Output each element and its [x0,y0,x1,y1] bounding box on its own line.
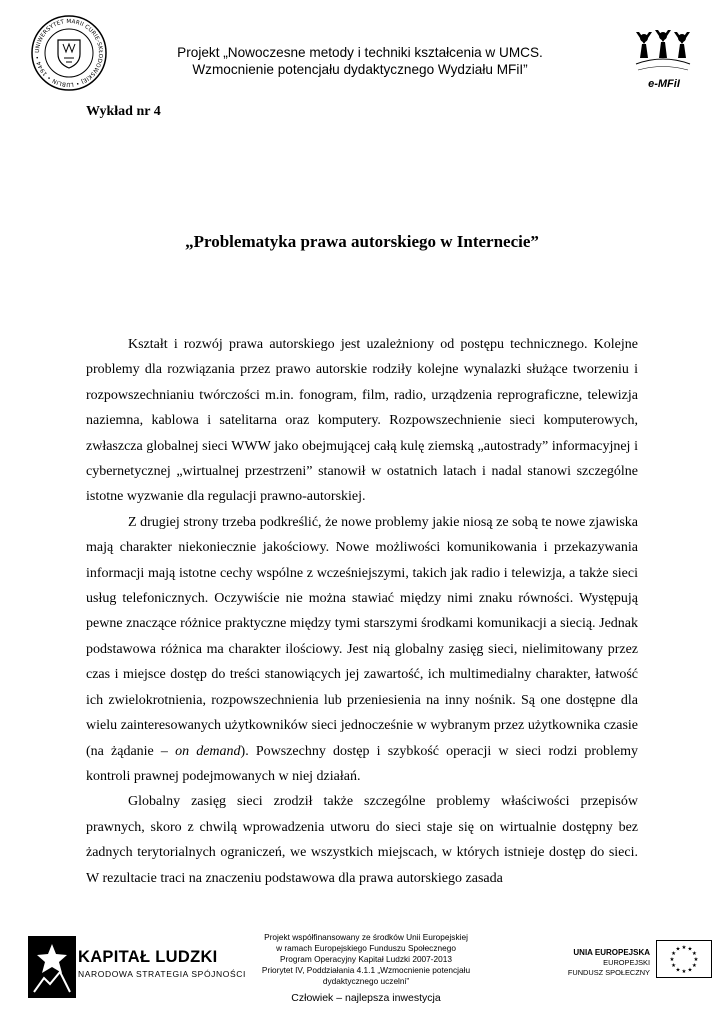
umcs-seal-logo [30,14,108,92]
page-header [0,0,724,100]
project-line-2: Wzmocnienie potencjału dydaktycznego Wydziału MFiI” [192,62,528,77]
paragraph-2-text-a: Z drugiej strony trzeba podkreślić, że nowe problemy jakie niosą ze sobą te nowe zjawiska mają charakter niekoniecznie jakościowy. Nowe możliwości komunikowania i przekazywania informacji mają istotne cechy wspólne z wcześniejszymi, takich jak radio i telewizja, a także sieci usług telefonicznych. Oczywiście nie można stawiać między nimi znaku równości. Występują pewne znaczące różnice praktyczne między tymi starszymi środkami komunikacji a siecią. Jednak podstawowa różnica ma charakter ilościowy. Jest nią globalny zasięg sieci, nielimitowany przez czas i miejsce dostęp do treści stanowiących jej zawartość, ich multimedialny charakter, łatwość ich zwielokrotnienia, rozpowszechnienia lub przeniesienia na inny nośnik. Są one dostępne dla wielu zainteresowanych użytkowników sieci jednocześnie w wybranym przez użytkownika czasie (na żądanie – [86,514,638,759]
svg-text:UNIWERSYTET MARII CURIE-SKŁODO: UNIWERSYTET MARII CURIE-SKŁODOWSKIEJ • LUBLIN • 1944 • [34,18,104,88]
funding-line-3: Program Operacyjny Kapitał Ludzki 2007-2013 [279,954,453,964]
paragraph-3: Globalny zasięg sieci zrodził także szczególne problemy właściwości przepisów prawnych, skoro z chwilą wprowadzenia utworu do sieci staje się on wirtualnie dostępny bez żadnych terytorialnych ograniczeń, we wszystkich miejscach, w których istnieje dostęp do sieci. W rezultacie traci na znaczeniu podstawowa dla prawa autorskiego zasada [86,794,638,886]
funding-line-1: Projekt współfinansowany ze środków Unii Europejskiej [264,932,468,942]
eu-flag-icon [656,940,712,978]
lecture-number: Wykład nr 4 [86,104,161,119]
eu-star-icon: ★ [675,967,681,974]
document-content [86,332,638,891]
kapital-ludzki-subtitle: NARODOWA STRATEGIA SPÓJNOŚCI [78,969,246,979]
page-footer [0,926,724,1024]
eu-star-icon: ★ [693,957,699,963]
eu-star-icon: ★ [681,945,687,951]
kapital-ludzki-title: KAPITAŁ LUDZKI [78,948,218,966]
footer-slogan: Człowiek – najlepsza inwestycja [291,992,441,1004]
paragraph-2-text-b: ). Powszechny dostęp i szybkość operacji w sieci rodzi problemy kontroli prawnej podejmowanych w niej działań. [86,743,639,784]
eu-star-icon: ★ [671,963,677,969]
eu-star-icon: ★ [691,951,697,957]
eu-line-2: EUROPEJSKI [603,958,650,967]
eu-fund-label [560,948,650,978]
paragraph-1: Kształt i rozwój prawa autorskiego jest uzależniony od postępu technicznego. Kolejne problemy dla rozwiązania przez prawo autorskie rodziły kolejne wynalazki służące tworzeniu i rozpowszechnianiu twórczości m.in. fonogram, film, radio, urządzenia reprograficzne, telewizja naziemna, kablowa i satelitarna oraz komputery. Rozpowszechnienie sieci komputerowych, zwłaszcza globalnej sieci WWW jako obejmującej całą kulę ziemską „autostrady” informacyjnej i cybernetycznej „wirtualnej przestrzeni” stanowił w ostatnich latach i nadal stanowi szczególne istotne wyzwanie dla regulacji prawno-autorskiej. [86,337,638,505]
eu-star-icon: ★ [691,963,697,969]
eu-star-icon: ★ [671,951,677,957]
funding-info [234,932,498,987]
eu-star-icon: ★ [687,946,693,953]
eu-star-icon: ★ [675,946,681,953]
project-title-block [120,44,600,78]
funding-line-2: w ramach Europejskiego Funduszu Społecznego [276,943,456,953]
paragraph-2 [86,510,638,789]
eu-star-icon: ★ [681,969,687,975]
document-title: „Problematyka prawa autorskiego w Internecie” [185,232,539,251]
emfil-logo-text: e-MFiI [648,78,680,90]
eu-line-1: UNIA EUROPEJSKA [573,948,650,957]
kapital-ludzki-star-logo [28,936,76,998]
project-line-1: Projekt „Nowoczesne metody i techniki kształcenia w UMCS. [177,45,543,60]
eu-star-icon: ★ [669,957,675,963]
paragraph-2-emphasis: on demand [175,743,241,759]
eu-line-3: FUNDUSZ SPOŁECZNY [567,968,650,977]
funding-line-4: Priorytet IV, Poddziałania 4.1.1 „Wzmocnienie potencjału dydaktycznego uczelni” [261,965,471,986]
eu-star-icon: ★ [687,967,693,974]
